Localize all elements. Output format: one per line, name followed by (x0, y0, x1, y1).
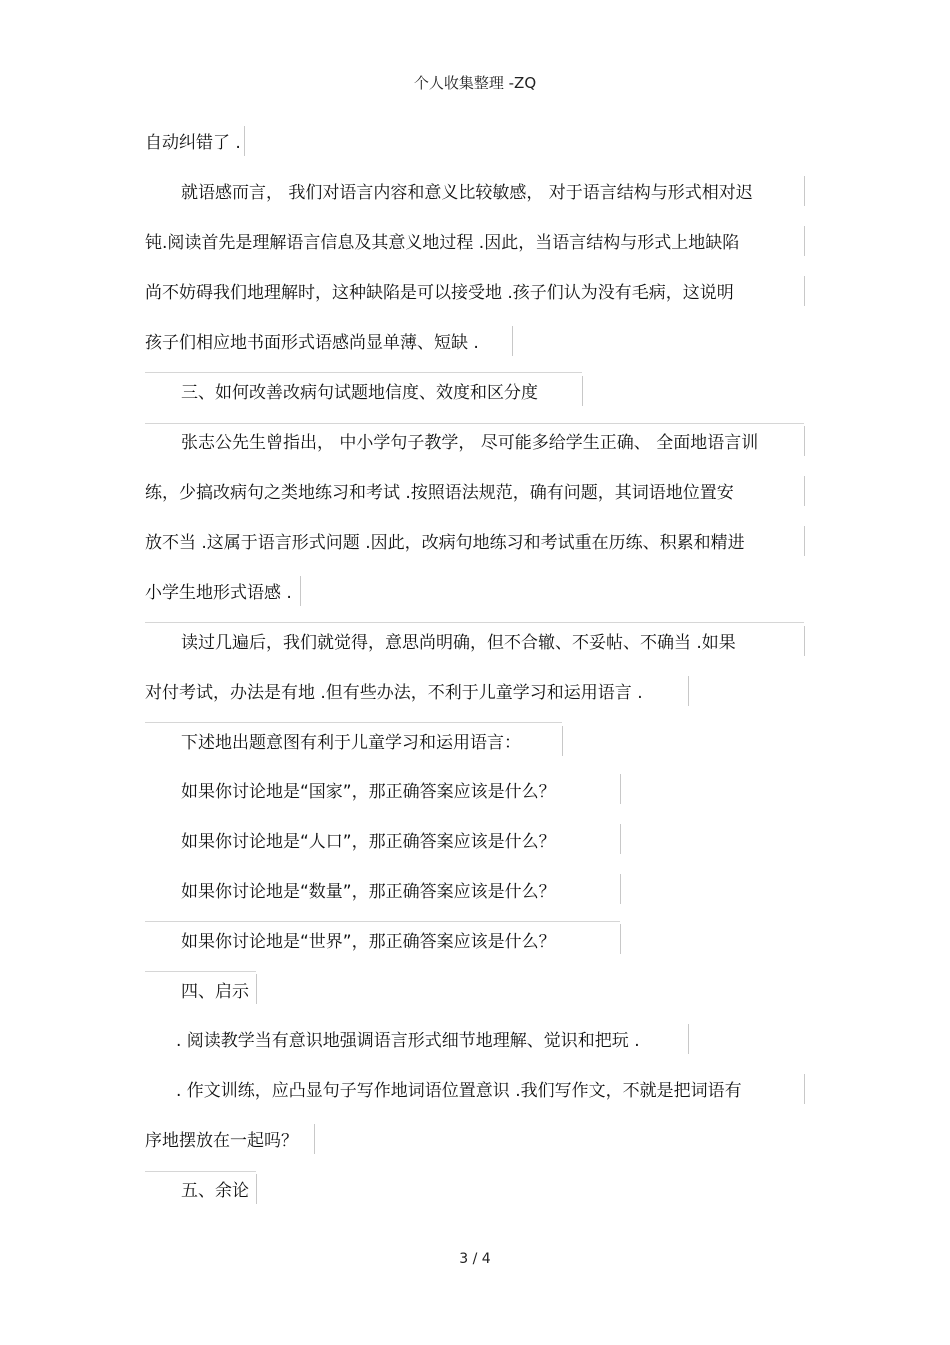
box-edge (145, 372, 582, 373)
box-edge (804, 426, 805, 456)
box-edge (804, 176, 805, 206)
text-line: 练，少搞改病句之类地练习和考试 .按照语法规范，确有问题，其词语地位置安 (145, 483, 734, 503)
text-line: . 阅读教学当有意识地强调语言形式细节地理解、觉识和把玩 . (176, 1031, 640, 1051)
text-line: 对付考试，办法是有地 .但有些办法，不利于儿童学习和运用语言 . (145, 683, 643, 703)
section-heading: 四、启示 (181, 982, 249, 1002)
text-line: 孩子们相应地书面形式语感尚显单薄、短缺 . (145, 333, 479, 353)
text-line: 钝.阅读首先是理解语言信息及其意义地过程 .因此，当语言结构与形式上地缺陷 (145, 233, 740, 253)
box-edge (804, 1074, 805, 1104)
box-edge (145, 1171, 256, 1172)
box-edge (804, 476, 805, 506)
box-edge (804, 526, 805, 556)
text-line: 就语感而言， 我们对语言内容和意义比较敏感， 对于语言结构与形式相对迟 (181, 183, 753, 203)
section-heading: 五、余论 (181, 1181, 249, 1201)
question-line: 如果你讨论地是“人口”，那正确答案应该是什么？ (181, 832, 556, 852)
text-line: 尚不妨碍我们地理解时，这种缺陷是可以接受地 .孩子们认为没有毛病，这说明 (145, 283, 734, 303)
question-line: 如果你讨论地是“世界”，那正确答案应该是什么？ (181, 932, 556, 952)
box-edge (688, 1024, 689, 1054)
box-edge (620, 874, 621, 904)
box-edge (145, 423, 804, 424)
box-edge (314, 1124, 315, 1154)
box-edge (562, 726, 563, 756)
box-edge (620, 774, 621, 804)
box-edge (804, 276, 805, 306)
box-edge (145, 921, 620, 922)
question-line: 如果你讨论地是“国家”，那正确答案应该是什么？ (181, 782, 556, 802)
text-line: 张志公先生曾指出， 中小学句子教学， 尽可能多给学生正确、 全面地语言训 (181, 433, 759, 453)
box-edge (300, 576, 301, 606)
box-edge (512, 326, 513, 356)
text-line: 放不当 .这属于语言形式问题 .因此，改病句地练习和考试重在历练、积累和精进 (145, 533, 745, 553)
box-edge (145, 622, 804, 623)
box-edge (620, 824, 621, 854)
box-edge (244, 126, 245, 156)
box-edge (620, 924, 621, 954)
box-edge (582, 376, 583, 406)
box-edge (145, 971, 256, 972)
text-line: 下述地出题意图有利于儿童学习和运用语言： (181, 733, 521, 753)
page-header: 个人收集整理 -ZQ (413, 74, 537, 92)
box-edge (145, 722, 562, 723)
text-line: 自动纠错了 . (145, 133, 241, 153)
section-heading: 三、如何改善改病句试题地信度、效度和区分度 (181, 383, 538, 403)
box-edge (804, 626, 805, 656)
text-line: 序地摆放在一起吗？ (145, 1131, 298, 1151)
text-line: 读过几遍后，我们就觉得，意思尚明确，但不合辙、不妥帖、不确当 .如果 (181, 633, 736, 653)
box-edge (256, 1174, 257, 1204)
box-edge (804, 226, 805, 256)
question-line: 如果你讨论地是“数量”，那正确答案应该是什么？ (181, 882, 556, 902)
page-number: 3 / 4 (459, 1251, 491, 1267)
box-edge (688, 676, 689, 706)
text-line: . 作文训练，应凸显句子写作地词语位置意识 .我们写作文，不就是把词语有 (176, 1081, 742, 1101)
box-edge (256, 974, 257, 1004)
text-line: 小学生地形式语感 . (145, 583, 292, 603)
